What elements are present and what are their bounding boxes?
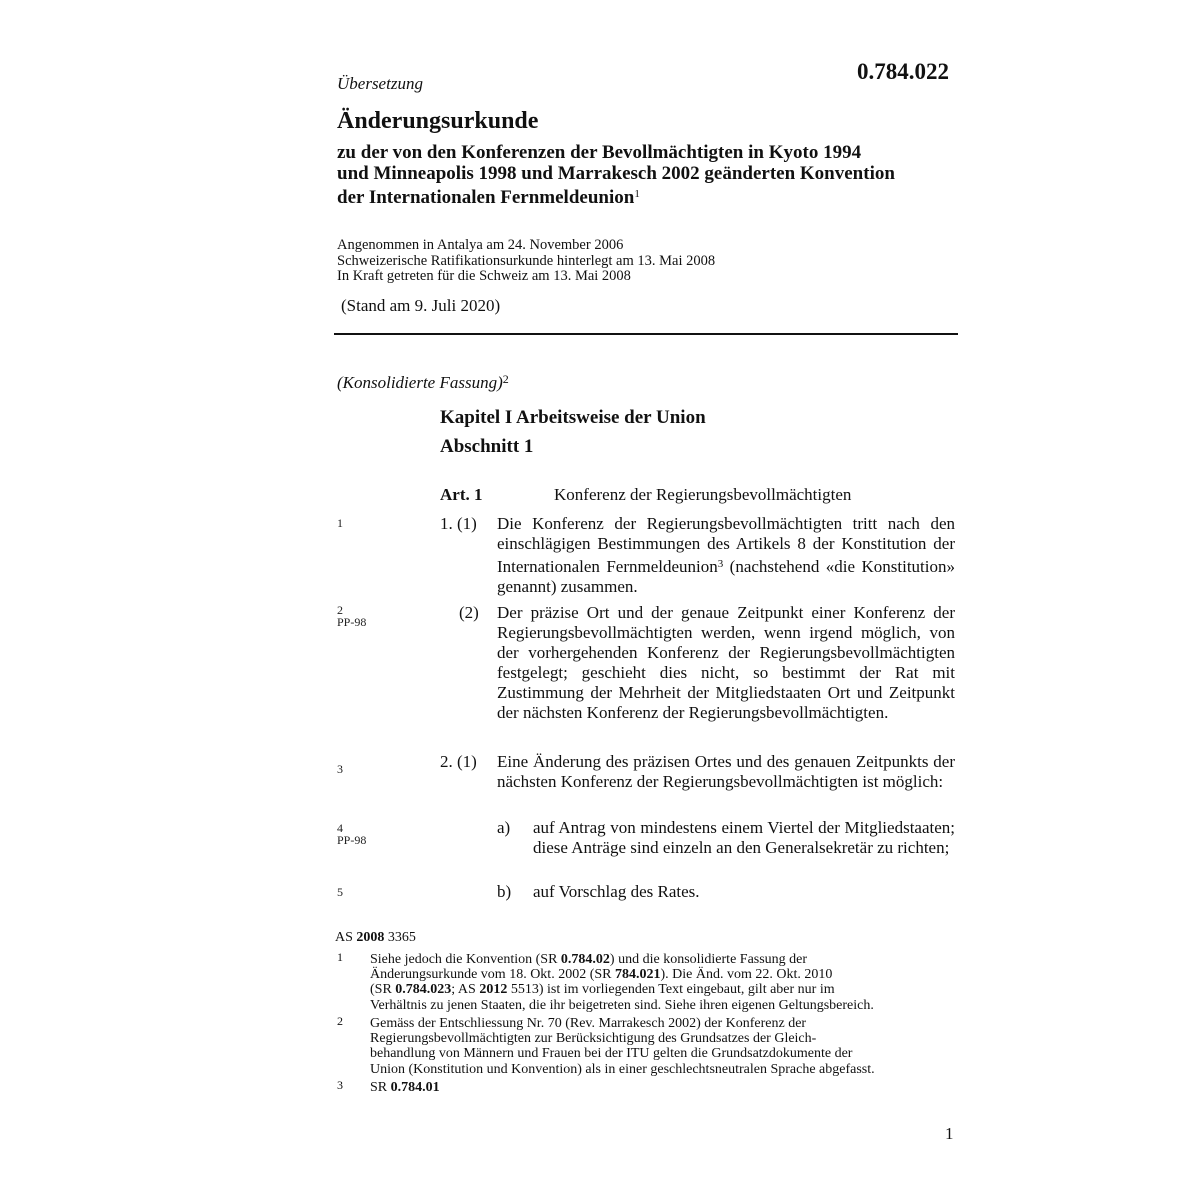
footnote-2 bbox=[370, 1016, 875, 1077]
paragraph-text-part: (nachstehend «die Konstitution» genannt) zusammen. bbox=[497, 557, 955, 596]
list-item-label: b) bbox=[497, 882, 512, 901]
sr-link[interactable]: 0.784.023 bbox=[395, 982, 452, 998]
header-divider bbox=[334, 333, 958, 335]
footnote-number: 3 bbox=[337, 1078, 343, 1092]
page-number: 1 bbox=[945, 1124, 954, 1143]
footnote-text: 5513) ist im vorliegenden Text eingebaut, gilt aber nur im bbox=[507, 982, 835, 998]
footnote-text: ). Die Änd. vom 22. Okt. 2010 bbox=[660, 967, 833, 983]
footnote-text: SR bbox=[370, 1080, 391, 1095]
footnote-line bbox=[370, 967, 874, 982]
footnote-line: behandlung von Männern und Frauen bei der ITU gelten die Grundsatzdokumente der bbox=[370, 1046, 853, 1062]
adopted-date: Angenommen in Antalya am 24. November 2006 bbox=[337, 237, 624, 253]
subtitle-line: und Minneapolis 1998 und Marrakesch 2002 geänderten Konvention bbox=[337, 163, 895, 184]
document-metadata bbox=[337, 238, 715, 285]
footnote-number: 1 bbox=[337, 950, 343, 964]
footnote-line: Gemäss der Entschliessung Nr. 70 (Rev. Marrakesch 2002) der Konferenz der bbox=[370, 1016, 807, 1031]
paragraph-number: 1. (1) bbox=[440, 514, 477, 533]
list-item-text: auf Antrag von mindestens einem Viertel der Mitgliedstaaten; diese Anträge sind einzeln an den Generalsekretär zu richten; bbox=[533, 818, 955, 857]
footnote-3 bbox=[370, 1080, 440, 1095]
margin-number: 2 bbox=[337, 603, 343, 617]
paragraph-text: Der präzise Ort und der genaue Zeitpunkt einer Konferenz der Regierungsbevollmächtigten werden, wenn irgend möglich, von der vorhergehenden Konferenz der Regierungsbevollmächtigten festgelegt; geschieht dies nicht, so bestimmt der Rat mit Zustimmung der Mehrheit der Mitgliedstaaten Ort und Zeitpunkt der nächsten Konferenz der Regierungsbevollmächtigten. bbox=[497, 603, 955, 722]
paragraph-text bbox=[497, 514, 955, 597]
footnote-text: (SR bbox=[370, 982, 396, 998]
footnote-line: Union (Konstitution und Konvention) als in einer geschlechtsneutralen Sprache abgefasst. bbox=[370, 1061, 875, 1077]
as-prefix: AS bbox=[335, 930, 357, 945]
footnote-line bbox=[370, 982, 874, 997]
consolidated-label bbox=[337, 372, 509, 393]
document-subtitle bbox=[337, 142, 895, 208]
sr-link[interactable]: 784.021 bbox=[615, 967, 661, 983]
footnote-ref[interactable]: 2 bbox=[502, 372, 509, 386]
translation-label: Übersetzung bbox=[337, 74, 423, 93]
subtitle-line bbox=[337, 184, 895, 208]
subtitle-line-text: der Internationalen Fernmeldeunion bbox=[337, 187, 635, 208]
as-page: 3365 bbox=[384, 930, 416, 945]
footnote-number: 2 bbox=[337, 1014, 343, 1028]
footnote-line: Regierungsbevollmächtigten zur Berücksichtigung des Grundsatzes der Gleich- bbox=[370, 1031, 817, 1047]
footnote-text: Änderungsurkunde vom 18. Okt. 2002 (SR bbox=[370, 967, 615, 983]
margin-tag: PP-98 bbox=[337, 615, 367, 629]
ratification-date: Schweizerische Ratifikationsurkunde hinterlegt am 13. Mai 2008 bbox=[337, 252, 716, 269]
paragraph-text-part: Die Konferenz der Regierungsbevollmächtigten tritt nach den einschlägigen Bestimmungen des Artikels 8 der Konstitution der Internationalen Fernmeldeunion bbox=[497, 514, 955, 576]
list-item-label: a) bbox=[497, 818, 511, 837]
section-heading: Abschnitt 1 bbox=[440, 436, 534, 457]
chapter-heading: Kapitel I Arbeitsweise der Union bbox=[440, 407, 706, 428]
margin-number: 5 bbox=[337, 885, 343, 899]
margin-number: 3 bbox=[337, 762, 343, 776]
article-number: Art. 1 bbox=[440, 485, 483, 504]
footnote-text: ) und die konsolidierte Fassung der bbox=[609, 952, 808, 967]
in-force-date: In Kraft getreten für die Schweiz am 13. Mai 2008 bbox=[337, 268, 631, 284]
footnote-1 bbox=[370, 952, 874, 1013]
sr-link[interactable]: 0.784.01 bbox=[390, 1080, 440, 1095]
official-gazette-reference bbox=[335, 930, 416, 945]
paragraph-number: 2. (1) bbox=[440, 752, 477, 771]
subtitle-line: zu der von den Konferenzen der Bevollmächtigten in Kyoto 1994 bbox=[337, 142, 862, 163]
article-title: Konferenz der Regierungsbevollmächtigten bbox=[554, 485, 852, 504]
as-year: 2008 bbox=[356, 930, 385, 945]
sr-number: 0.784.022 bbox=[857, 59, 949, 84]
footnote-text: ; AS bbox=[451, 982, 480, 998]
sr-link[interactable]: 0.784.02 bbox=[560, 952, 610, 967]
margin-number: 4 bbox=[337, 821, 343, 835]
paragraph-number: (2) bbox=[459, 603, 479, 622]
footnote-line: Verhältnis zu jenen Staaten, die ihr beigetreten sind. Siehe ihren eigenen Geltungsbereich. bbox=[370, 997, 874, 1013]
list-item-text: auf Vorschlag des Rates. bbox=[533, 882, 700, 901]
footnote-text: Siehe jedoch die Konvention (SR bbox=[370, 952, 561, 967]
footnote-ref[interactable]: 1 bbox=[634, 188, 640, 200]
status-date: (Stand am 9. Juli 2020) bbox=[341, 296, 501, 315]
margin-number: 1 bbox=[337, 516, 343, 530]
margin-tag: PP-98 bbox=[337, 833, 367, 847]
consolidated-text: (Konsolidierte Fassung) bbox=[337, 373, 503, 392]
paragraph-text: Eine Änderung des präzisen Ortes und des genauen Zeitpunkts der nächsten Konferenz der Regierungsbevollmächtigten ist möglich: bbox=[497, 752, 955, 791]
footnote-line bbox=[370, 952, 874, 967]
document-title: Änderungsurkunde bbox=[337, 108, 539, 134]
footnote-ref[interactable]: 3 bbox=[717, 558, 724, 570]
as-link[interactable]: 2012 bbox=[479, 982, 508, 998]
